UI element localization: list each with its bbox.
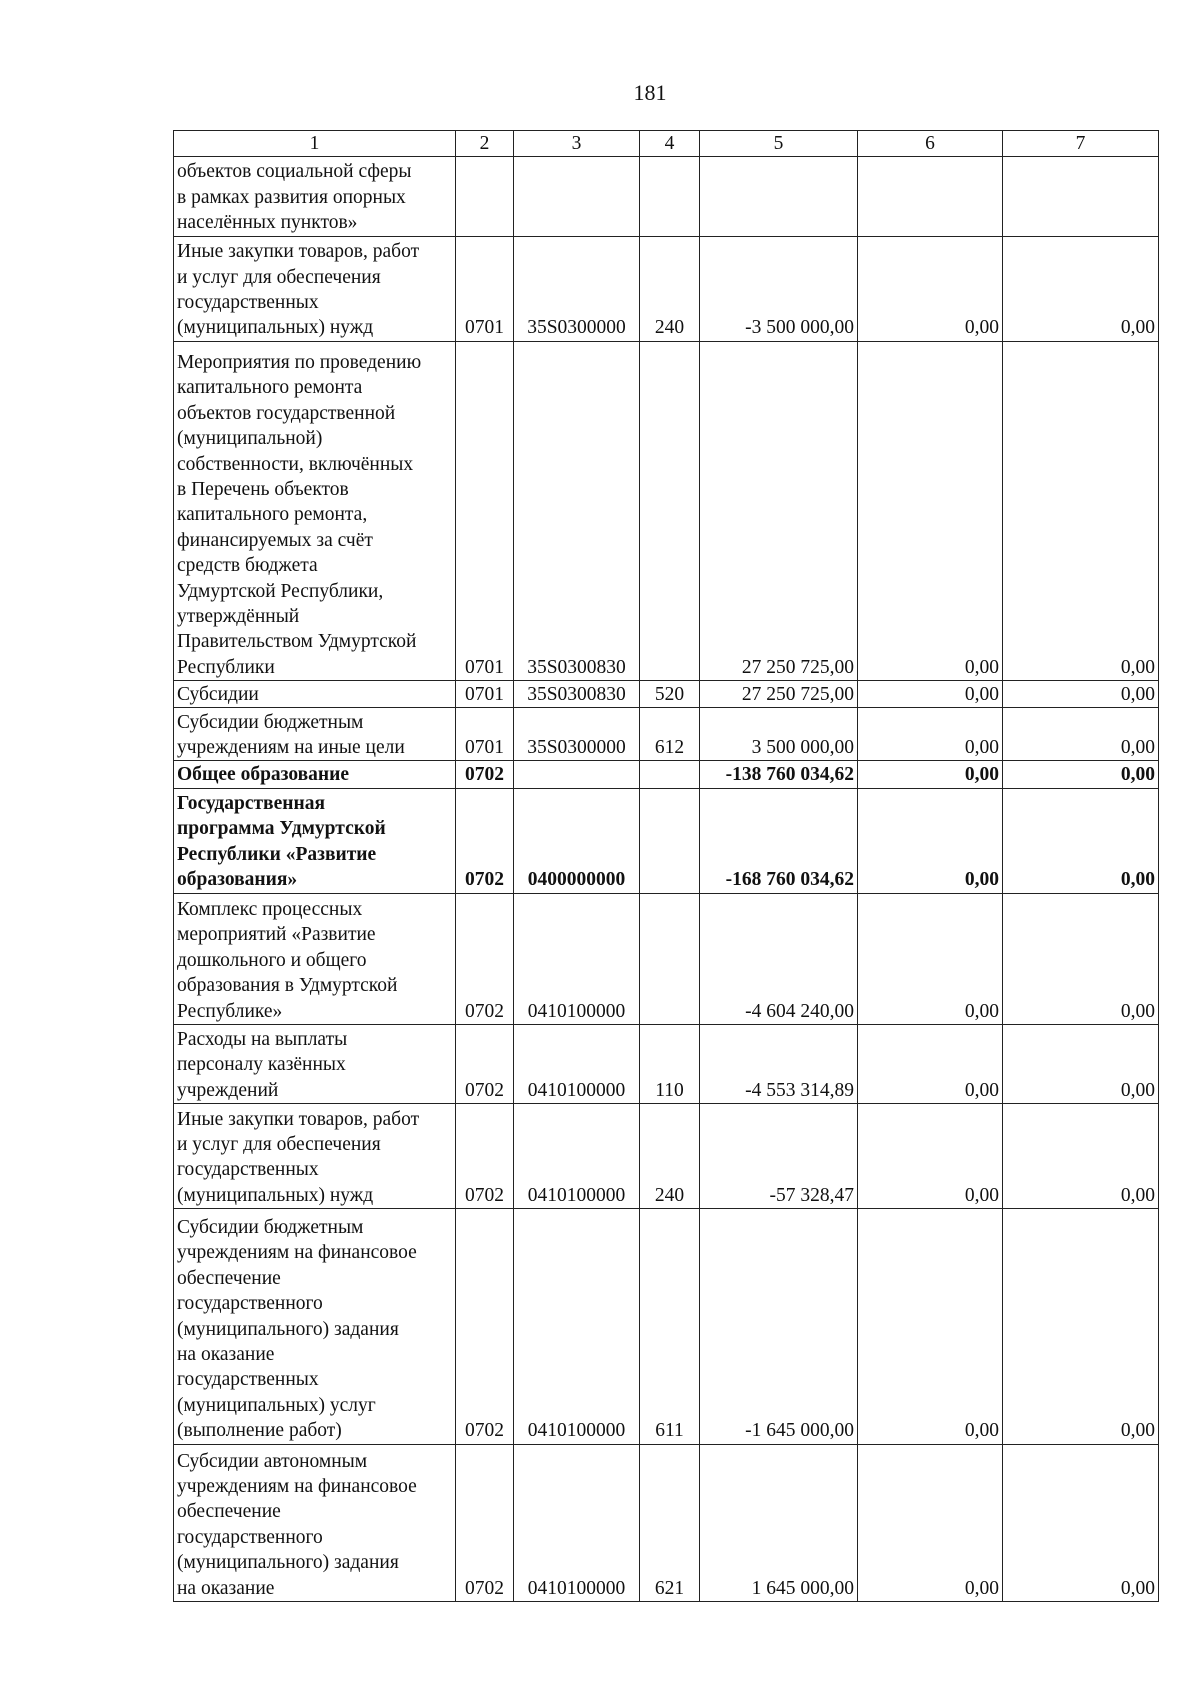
expense-name-cell: Субсидии бюджетным учреждениям на финансовое обеспечение государственного (муниципального) задания на оказание государственных (муниципальных) услуг (выполнение работ) [174, 1209, 456, 1444]
target-article-cell: 35S0300000 [514, 236, 640, 341]
table-row [174, 341, 1159, 681]
section-code-cell: 0701 [456, 708, 514, 761]
table-row [174, 708, 1159, 761]
amount-year3-cell: 0,00 [1003, 1444, 1159, 1601]
section-code-cell: 0702 [456, 1444, 514, 1601]
amount-year2-cell: 0,00 [858, 341, 1003, 681]
section-code-cell: 0701 [456, 341, 514, 681]
target-article-cell [514, 761, 640, 788]
section-code-cell: 0702 [456, 893, 514, 1024]
expense-type-cell [640, 893, 700, 1024]
expense-type-cell: 611 [640, 1209, 700, 1444]
expense-type-cell [640, 341, 700, 681]
table-row [174, 893, 1159, 1024]
budget-table [173, 130, 1159, 1602]
amount-year2-cell: 0,00 [858, 708, 1003, 761]
amount-year2-cell: 0,00 [858, 893, 1003, 1024]
expense-type-cell [640, 788, 700, 893]
amount-cell: -57 328,47 [700, 1104, 858, 1209]
amount-cell: 1 645 000,00 [700, 1444, 858, 1601]
amount-year3-cell: 0,00 [1003, 788, 1159, 893]
target-article-cell: 35S0300830 [514, 681, 640, 708]
target-article-cell: 0400000000 [514, 788, 640, 893]
amount-cell: -168 760 034,62 [700, 788, 858, 893]
amount-year2-cell: 0,00 [858, 1209, 1003, 1444]
amount-year2-cell: 0,00 [858, 1024, 1003, 1103]
expense-type-cell: 240 [640, 236, 700, 341]
amount-cell: -3 500 000,00 [700, 236, 858, 341]
page-number: 181 [633, 80, 667, 105]
table-row [174, 236, 1159, 341]
table-row [174, 788, 1159, 893]
expense-name-cell: Иные закупки товаров, работ и услуг для обеспечения государственных (муниципальных) нужд [174, 236, 456, 341]
section-code-cell: 0702 [456, 1104, 514, 1209]
header-cell-1: 1 [174, 131, 456, 157]
amount-year3-cell: 0,00 [1003, 1024, 1159, 1103]
amount-cell: 27 250 725,00 [700, 341, 858, 681]
expense-name-cell: Иные закупки товаров, работ и услуг для обеспечения государственных (муниципальных) нужд [174, 1104, 456, 1209]
expense-type-cell: 621 [640, 1444, 700, 1601]
amount-cell: -138 760 034,62 [700, 761, 858, 788]
section-code-cell: 0702 [456, 788, 514, 893]
expense-type-cell [640, 157, 700, 236]
amount-year2-cell: 0,00 [858, 1444, 1003, 1601]
target-article-cell: 0410100000 [514, 893, 640, 1024]
amount-year3-cell: 0,00 [1003, 1104, 1159, 1209]
target-article-cell: 0410100000 [514, 1104, 640, 1209]
target-article-cell: 35S0300830 [514, 341, 640, 681]
table-row [174, 761, 1159, 788]
header-cell-4: 4 [640, 131, 700, 157]
amount-year2-cell: 0,00 [858, 236, 1003, 341]
expense-name-cell: Государственная программа Удмуртской Республики «Развитие образования» [174, 788, 456, 893]
table-row [174, 1444, 1159, 1601]
amount-year3-cell [1003, 157, 1159, 236]
expense-name-cell: Общее образование [174, 761, 456, 788]
expense-name-cell: Комплекс процессных мероприятий «Развитие дошкольного и общего образования в Удмуртской Республике» [174, 893, 456, 1024]
budget-table-body [174, 131, 1159, 1602]
target-article-cell: 0410100000 [514, 1444, 640, 1601]
expense-name-cell: Мероприятия по проведению капитального ремонта объектов государственной (муниципальной) собственности, включённых в Перечень объектов капитального ремонта, финансируемых за счёт средств бюджета Удмуртской Республики, утверждённый Правительством Удмуртской Республики [174, 341, 456, 681]
header-cell-3: 3 [514, 131, 640, 157]
expense-type-cell: 240 [640, 1104, 700, 1209]
section-code-cell: 0702 [456, 1209, 514, 1444]
target-article-cell: 0410100000 [514, 1209, 640, 1444]
header-cell-6: 6 [858, 131, 1003, 157]
expense-type-cell: 520 [640, 681, 700, 708]
target-article-cell: 35S0300000 [514, 708, 640, 761]
target-article-cell: 0410100000 [514, 1024, 640, 1103]
amount-year3-cell: 0,00 [1003, 893, 1159, 1024]
amount-year2-cell: 0,00 [858, 761, 1003, 788]
header-cell-7: 7 [1003, 131, 1159, 157]
amount-year2-cell: 0,00 [858, 788, 1003, 893]
amount-cell: 3 500 000,00 [700, 708, 858, 761]
expense-name-cell: Субсидии автономным учреждениям на финансовое обеспечение государственного (муниципального) задания на оказание [174, 1444, 456, 1601]
target-article-cell [514, 157, 640, 236]
amount-year3-cell: 0,00 [1003, 1209, 1159, 1444]
section-code-cell: 0702 [456, 1024, 514, 1103]
amount-year2-cell: 0,00 [858, 1104, 1003, 1209]
header-cell-2: 2 [456, 131, 514, 157]
amount-cell: -4 604 240,00 [700, 893, 858, 1024]
section-code-cell: 0701 [456, 681, 514, 708]
amount-year3-cell: 0,00 [1003, 341, 1159, 681]
expense-name-cell: объектов социальной сферы в рамках развития опорных населённых пунктов» [174, 157, 456, 236]
amount-year3-cell: 0,00 [1003, 681, 1159, 708]
table-row [174, 1209, 1159, 1444]
table-row [174, 1024, 1159, 1103]
expense-name-cell: Субсидии бюджетным учреждениям на иные цели [174, 708, 456, 761]
section-code-cell: 0701 [456, 236, 514, 341]
amount-year3-cell: 0,00 [1003, 761, 1159, 788]
table-row [174, 1104, 1159, 1209]
table-row [174, 157, 1159, 236]
amount-cell: -4 553 314,89 [700, 1024, 858, 1103]
expense-type-cell: 110 [640, 1024, 700, 1103]
amount-year3-cell: 0,00 [1003, 708, 1159, 761]
expense-name-cell: Субсидии [174, 681, 456, 708]
amount-year2-cell [858, 157, 1003, 236]
header-cell-5: 5 [700, 131, 858, 157]
expense-type-cell: 612 [640, 708, 700, 761]
expense-type-cell [640, 761, 700, 788]
amount-year2-cell: 0,00 [858, 681, 1003, 708]
amount-year3-cell: 0,00 [1003, 236, 1159, 341]
table-row [174, 681, 1159, 708]
amount-cell [700, 157, 858, 236]
section-code-cell [456, 157, 514, 236]
amount-cell: 27 250 725,00 [700, 681, 858, 708]
expense-name-cell: Расходы на выплаты персоналу казённых учреждений [174, 1024, 456, 1103]
amount-cell: -1 645 000,00 [700, 1209, 858, 1444]
section-code-cell: 0702 [456, 761, 514, 788]
header-row [174, 131, 1159, 157]
